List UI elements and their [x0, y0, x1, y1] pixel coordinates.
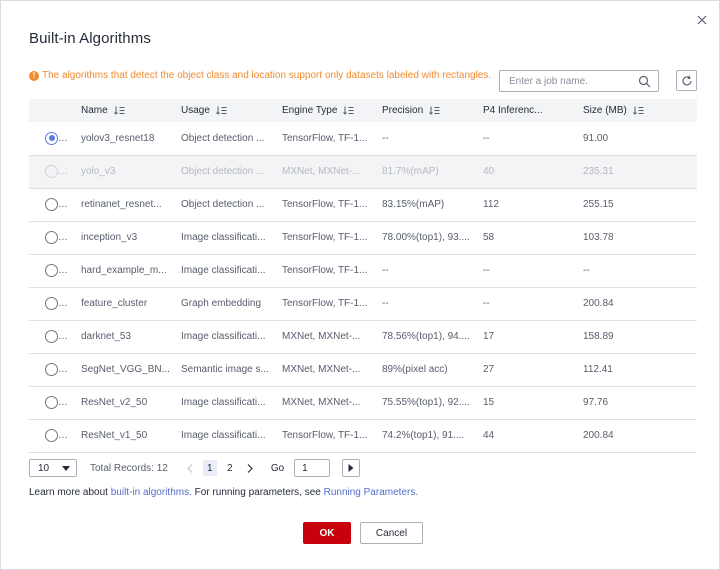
row-radio[interactable] [45, 330, 58, 343]
cell-engine-type: TensorFlow, TF-1... [277, 221, 377, 254]
table-row[interactable] [29, 320, 697, 353]
cell-size: 91.00 [578, 122, 697, 155]
cell-name: inception_v3 [76, 221, 176, 254]
cell-usage: Graph embedding [176, 287, 277, 320]
cell-engine-type: TensorFlow, TF-1... [277, 254, 377, 287]
cell-size: 235.31 [578, 155, 697, 188]
header-p4-inference: P4 Inferenc... [483, 105, 543, 116]
table-row[interactable] [29, 353, 697, 386]
cell-engine-type: TensorFlow, TF-1... [277, 419, 377, 452]
cell-size: 200.84 [578, 419, 697, 452]
table-row[interactable] [29, 386, 697, 419]
cell-size: -- [578, 254, 697, 287]
cell-p4-inference: 17 [478, 320, 578, 353]
chevron-down-icon[interactable] [70, 235, 76, 241]
table-header [29, 99, 697, 122]
cell-precision: 74.2%(top1), 91.... [377, 419, 478, 452]
search-icon[interactable] [638, 75, 651, 88]
header-size[interactable]: Size (MB) [578, 99, 697, 122]
chevron-down-icon[interactable] [70, 268, 76, 274]
cell-size: 112.41 [578, 353, 697, 386]
warning-text: The algorithms that detect the object class and location support only datasets labeled with rectangles. [42, 70, 492, 81]
cell-name: yolov3_resnet18 [76, 122, 176, 155]
learn-middle: For running parameters, see [191, 487, 324, 498]
row-select-cell [29, 155, 76, 188]
chevron-right-icon [247, 464, 253, 473]
cell-name: feature_cluster [76, 287, 176, 320]
cell-precision: 81.7%(mAP) [377, 155, 478, 188]
cell-usage: Image classificati... [176, 386, 277, 419]
row-radio[interactable] [45, 396, 58, 409]
ok-button[interactable]: OK [303, 522, 351, 544]
cell-precision: -- [377, 254, 478, 287]
row-select-cell [29, 287, 76, 320]
cell-name: darknet_53 [76, 320, 176, 353]
row-radio [45, 165, 58, 178]
row-radio[interactable] [45, 429, 58, 442]
cell-precision: -- [377, 122, 478, 155]
close-icon[interactable] [695, 13, 709, 27]
cell-size: 158.89 [578, 320, 697, 353]
cell-p4-inference: 112 [478, 188, 578, 221]
cell-precision: 78.00%(top1), 93.... [377, 221, 478, 254]
search-box [499, 70, 659, 92]
page-1-button[interactable]: 1 [203, 460, 217, 476]
cell-precision: -- [377, 287, 478, 320]
row-select-cell [29, 188, 76, 221]
chevron-down-icon[interactable] [70, 169, 76, 175]
chevron-down-icon[interactable] [70, 367, 76, 373]
cell-engine-type: MXNet, MXNet-... [277, 320, 377, 353]
play-icon [348, 464, 354, 472]
table-row[interactable] [29, 221, 697, 254]
cell-size: 200.84 [578, 287, 697, 320]
table-row[interactable] [29, 254, 697, 287]
refresh-icon [681, 75, 693, 87]
row-select-cell [29, 419, 76, 452]
total-records: Total Records: 12 [90, 462, 168, 474]
go-label: Go [270, 462, 285, 474]
row-select-cell [29, 320, 76, 353]
chevron-down-icon[interactable] [70, 202, 76, 208]
cell-usage: Image classificati... [176, 419, 277, 452]
row-select-cell [29, 254, 76, 287]
prev-page-button[interactable] [183, 460, 197, 476]
cell-engine-type: MXNet, MXNet-... [277, 155, 377, 188]
chevron-down-icon[interactable] [70, 334, 76, 340]
sort-icon[interactable] [633, 106, 644, 115]
cell-usage: Semantic image s... [176, 353, 277, 386]
row-radio[interactable] [45, 231, 58, 244]
cell-name: hard_example_m... [76, 254, 176, 287]
page-2-button[interactable]: 2 [227, 462, 233, 474]
row-select-cell [29, 221, 76, 254]
dialog-title: Built-in Algorithms [29, 30, 151, 47]
cell-p4-inference: 27 [478, 353, 578, 386]
filter-icon[interactable] [343, 106, 354, 115]
cell-size: 103.78 [578, 221, 697, 254]
learn-more-text [29, 487, 418, 498]
table-row[interactable] [29, 419, 697, 452]
header-name[interactable]: Name [76, 99, 176, 122]
table-row [29, 155, 697, 188]
cell-usage: Object detection ... [176, 155, 277, 188]
cancel-button[interactable]: Cancel [360, 522, 423, 544]
learn-prefix: Learn more about [29, 487, 111, 498]
cell-name: yolo_v3 [76, 155, 176, 188]
cell-precision: 89%(pixel acc) [377, 353, 478, 386]
row-radio[interactable] [45, 198, 58, 211]
cell-engine-type: TensorFlow, TF-1... [277, 188, 377, 221]
cell-precision: 83.15%(mAP) [377, 188, 478, 221]
row-radio[interactable] [45, 363, 58, 376]
page-size-value: 10 [38, 462, 50, 474]
chevron-down-icon[interactable] [70, 400, 76, 406]
cell-size: 255.15 [578, 188, 697, 221]
row-select-cell [29, 353, 76, 386]
cell-p4-inference: -- [478, 254, 578, 287]
cell-p4-inference: 40 [478, 155, 578, 188]
go-button[interactable] [342, 459, 360, 477]
cell-usage: Image classificati... [176, 254, 277, 287]
algorithms-table [29, 99, 697, 453]
chevron-left-icon [187, 464, 193, 473]
cell-p4-inference: -- [478, 122, 578, 155]
table-row[interactable] [29, 122, 697, 155]
chevron-down-icon[interactable] [70, 433, 76, 439]
running-parameters-link[interactable]: Running Parameters. [323, 487, 419, 498]
cell-engine-type: TensorFlow, TF-1... [277, 122, 377, 155]
cell-usage: Image classificati... [176, 221, 277, 254]
cell-usage: Object detection ... [176, 122, 277, 155]
cell-engine-type: MXNet, MXNet-... [277, 353, 377, 386]
page-size-select[interactable] [29, 459, 77, 477]
sort-icon[interactable] [114, 106, 125, 115]
built-in-algorithms-link[interactable]: built-in algorithms. [110, 487, 192, 498]
header-select [29, 99, 76, 122]
cell-usage: Image classificati... [176, 320, 277, 353]
cell-engine-type: TensorFlow, TF-1... [277, 287, 377, 320]
pagination [29, 458, 360, 478]
warning-icon: ! [29, 71, 39, 81]
cell-name: ResNet_v1_50 [76, 419, 176, 452]
row-radio[interactable] [45, 264, 58, 277]
row-radio[interactable] [45, 132, 58, 145]
sort-icon[interactable] [429, 106, 440, 115]
table-row[interactable] [29, 287, 697, 320]
header-usage[interactable]: Usage [176, 99, 277, 122]
cell-precision: 78.56%(top1), 94.... [377, 320, 478, 353]
cell-engine-type: MXNet, MXNet-... [277, 386, 377, 419]
next-page-button[interactable] [243, 460, 257, 476]
page-nav [183, 460, 263, 476]
warning-message [29, 70, 491, 81]
chevron-down-icon[interactable] [70, 301, 76, 307]
cell-size: 97.76 [578, 386, 697, 419]
filter-icon[interactable] [216, 106, 227, 115]
cell-p4-inference: 44 [478, 419, 578, 452]
header-precision[interactable]: Precision [377, 99, 478, 122]
cell-name: ResNet_v2_50 [76, 386, 176, 419]
row-select-cell [29, 122, 76, 155]
go-page-input[interactable]: 1 [294, 459, 330, 477]
search-input[interactable] [500, 72, 632, 92]
caret-down-icon [62, 466, 70, 471]
cell-p4-inference: 15 [478, 386, 578, 419]
cell-name: SegNet_VGG_BN... [76, 353, 176, 386]
refresh-button[interactable] [676, 70, 697, 91]
row-radio[interactable] [45, 297, 58, 310]
cell-p4-inference: -- [478, 287, 578, 320]
chevron-down-icon[interactable] [70, 135, 76, 141]
row-select-cell [29, 386, 76, 419]
cell-name: retinanet_resnet... [76, 188, 176, 221]
cell-p4-inference: 58 [478, 221, 578, 254]
header-engine-type[interactable]: Engine Type [277, 99, 377, 122]
table-row[interactable] [29, 188, 697, 221]
cell-precision: 75.55%(top1), 92.... [377, 386, 478, 419]
cell-usage: Object detection ... [176, 188, 277, 221]
